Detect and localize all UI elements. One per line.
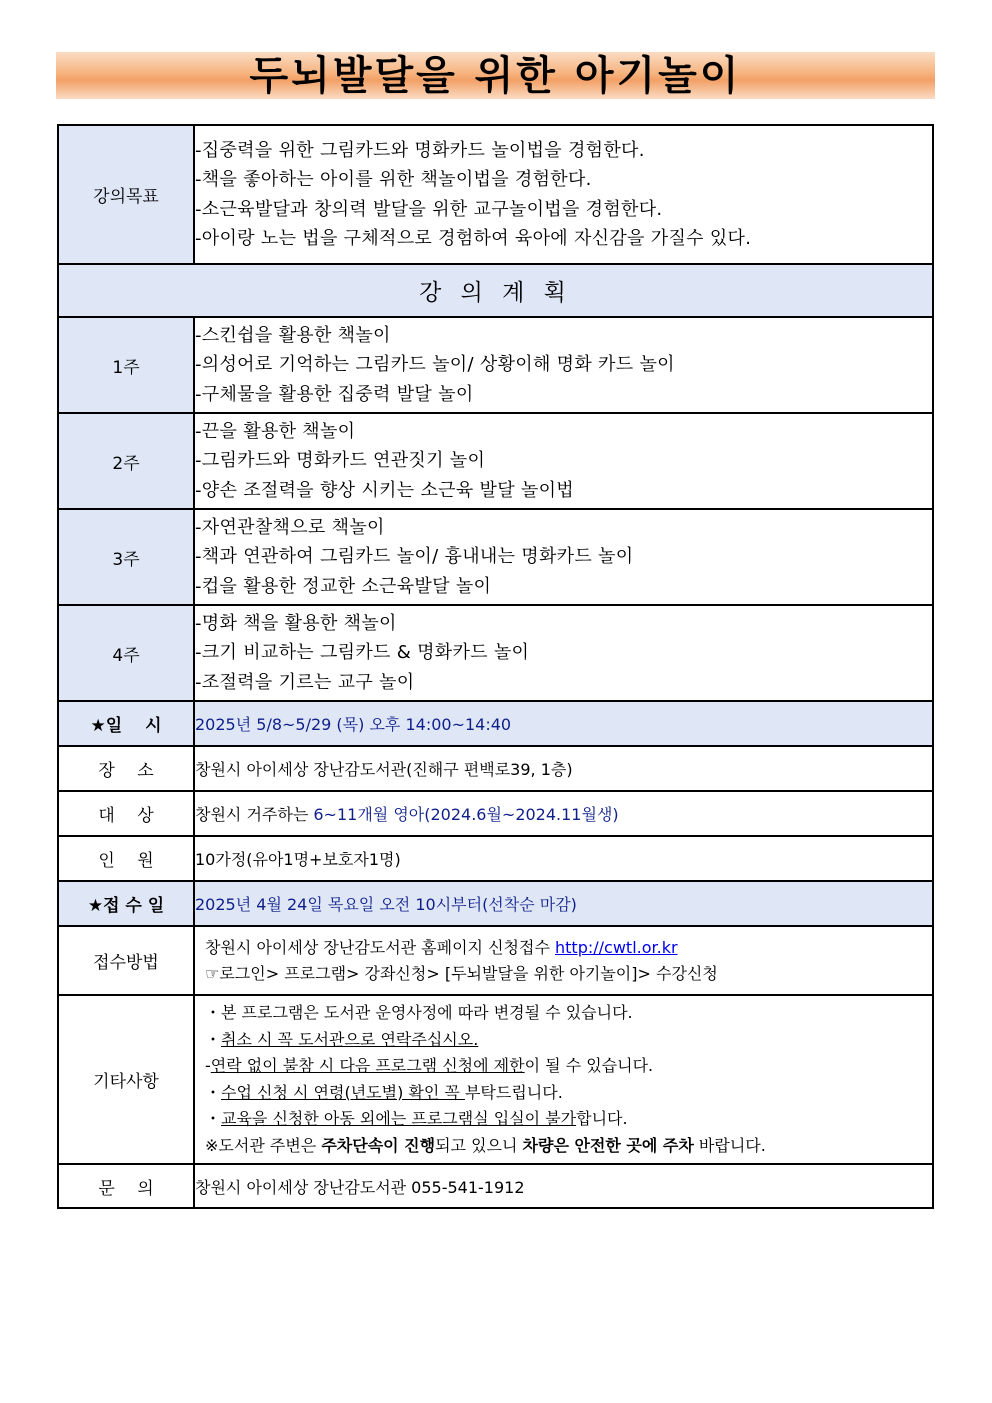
etc-content	[194, 995, 933, 1164]
target-prefix: 창원시 거주하는	[195, 805, 314, 824]
week-row-2	[58, 413, 933, 509]
goal-line: -아이랑 노는 법을 구체적으로 경험하여 육아에 자신감을 가질수 있다.	[195, 228, 752, 249]
week-content	[194, 413, 933, 509]
method-row	[58, 926, 933, 995]
etc-label: 기타사항	[58, 995, 194, 1164]
target-row	[58, 791, 933, 836]
contact-row	[58, 1164, 933, 1208]
notice-underlined: 취소 시 꼭 도서관으로 연락주십시오.	[221, 1029, 479, 1049]
schedule-row	[58, 701, 933, 746]
capacity-row	[58, 836, 933, 881]
week-label: 2주	[58, 413, 194, 509]
target-highlight: 6~11개월 영아(2024.6월~2024.11월생)	[313, 805, 619, 824]
capacity-value: 10가정(유아1명+보호자1명)	[194, 836, 933, 881]
week-line: -자연관찰책으로 책놀이	[195, 516, 385, 538]
page-title: 두뇌발달을 위한 아기놀이	[249, 52, 742, 99]
notice-text: 이 될 수 있습니다.	[524, 1056, 654, 1075]
week-row-4	[58, 605, 933, 701]
goal-content	[194, 125, 933, 264]
dash: -	[205, 1056, 211, 1075]
week-line: -조절력을 기르는 교구 놀이	[195, 671, 415, 693]
capacity-label: 인 원	[58, 836, 194, 881]
plan-header-row	[58, 264, 933, 317]
homepage-link[interactable]: http://cwtl.or.kr	[555, 937, 678, 957]
bullet: ・	[205, 1082, 222, 1102]
goal-line: -책을 좋아하는 아이를 위한 책놀이법을 경험한다.	[195, 169, 592, 190]
schedule-value: 2025년 5/8~5/29 (목) 오후 14:00~14:40	[194, 701, 933, 746]
bullet: ・	[205, 1029, 222, 1049]
method-line-1	[195, 935, 932, 961]
goal-label: 강의목표	[58, 125, 194, 264]
week-row-1	[58, 317, 933, 413]
method-label: 접수방법	[58, 926, 194, 995]
week-label: 3주	[58, 509, 194, 605]
week-row-3	[58, 509, 933, 605]
bullet: ・	[205, 1109, 222, 1128]
week-content	[194, 317, 933, 413]
etc-line	[195, 1106, 932, 1133]
week-line: -구체물을 활용한 집중력 발달 놀이	[195, 383, 474, 405]
goal-line: -집중력을 위한 그림카드와 명화카드 놀이법을 경험한다.	[195, 139, 645, 161]
week-line: -컵을 활용한 정교한 소근육발달 놀이	[195, 575, 492, 597]
week-line: -스킨쉽을 활용한 책놀이	[195, 324, 391, 346]
week-line: -끈을 활용한 책놀이	[195, 420, 356, 442]
place-row	[58, 746, 933, 791]
registration-label: ★접 수 일	[58, 881, 194, 926]
schedule-label: ★일 시	[58, 701, 194, 746]
week-label: 1주	[58, 317, 194, 413]
method-line-2: ☞로그인> 프로그램> 강좌신청> [두뇌발달을 위한 아기놀이]> 수강신청	[205, 963, 718, 983]
place-value: 창원시 아이세상 장난감도서관(진해구 편백로39, 1층)	[194, 746, 933, 791]
week-content	[194, 605, 933, 701]
method-content	[194, 926, 933, 995]
notice-bold: 주차단속이 진행	[321, 1135, 436, 1155]
contact-label: 문 의	[58, 1164, 194, 1208]
target-label: 대 상	[58, 791, 194, 836]
notice-underlined: 수업 신청 시 연령(년도별) 확인 꼭	[221, 1082, 465, 1102]
notice-text: 바랍니다.	[693, 1135, 766, 1155]
week-line: -명화 책을 활용한 책놀이	[195, 612, 397, 634]
goal-line: -소근육발달과 창의력 발달을 위한 교구놀이법을 경험한다.	[195, 198, 663, 220]
plan-header: 강 의 계 획	[58, 264, 933, 317]
method-text: 창원시 아이세상 장난감도서관 홈페이지 신청접수	[205, 937, 556, 957]
etc-line	[195, 1080, 932, 1107]
registration-row	[58, 881, 933, 926]
week-line: -의성어로 기억하는 그림카드 놀이/ 상황이해 명화 카드 놀이	[195, 354, 675, 376]
notice-text: 부탁드립니다.	[464, 1082, 563, 1102]
title-banner	[56, 52, 935, 99]
place-label: 장 소	[58, 746, 194, 791]
etc-row	[58, 995, 933, 1164]
notice-bold: 차량은 안전한 곳에 주차	[522, 1135, 694, 1155]
program-table	[57, 124, 934, 1209]
week-label: 4주	[58, 605, 194, 701]
week-line: -그림카드와 명화카드 연관짓기 놀이	[195, 450, 486, 472]
notice-text: ※도서관 주변은	[205, 1135, 322, 1155]
notice-text: 되고 있으니	[435, 1135, 523, 1155]
week-line: -크기 비교하는 그림카드 & 명화카드 놀이	[195, 642, 530, 664]
notice-text: 합니다.	[576, 1109, 628, 1128]
etc-line: ・본 프로그램은 도서관 운영사정에 따라 변경될 수 있습니다.	[205, 1003, 633, 1022]
etc-line	[195, 1053, 932, 1080]
etc-line	[195, 1027, 932, 1054]
contact-value: 창원시 아이세상 장난감도서관 055-541-1912	[194, 1164, 933, 1208]
week-line: -양손 조절력을 향상 시키는 소근육 발달 놀이법	[195, 479, 574, 501]
goal-row	[58, 125, 933, 264]
registration-value: 2025년 4월 24일 목요일 오전 10시부터(선착순 마감)	[194, 881, 933, 926]
notice-underlined: 교육을 신청한 아동 외에는 프로그램실 입실이 불가	[221, 1109, 577, 1128]
week-content	[194, 509, 933, 605]
target-value	[194, 791, 933, 836]
etc-line	[195, 1133, 932, 1160]
week-line: -책과 연관하여 그림카드 놀이/ 흉내내는 명화카드 놀이	[195, 546, 634, 568]
notice-underlined: 연락 없이 불참 시 다음 프로그램 신청에 제한	[210, 1056, 525, 1075]
